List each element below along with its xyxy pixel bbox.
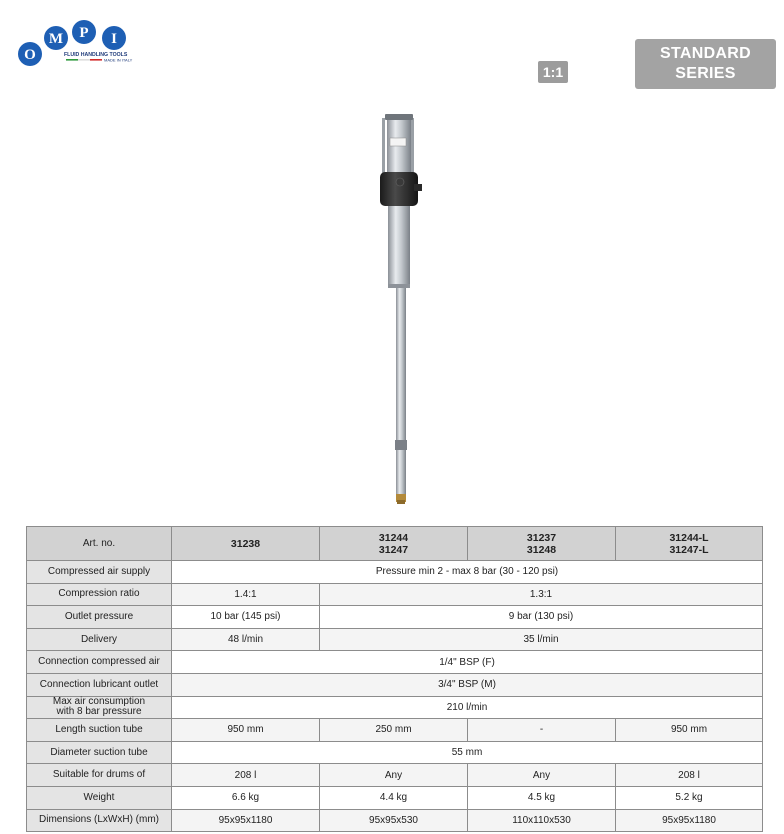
spec-row-label <box>27 764 172 787</box>
spec-row-label-text: Connection compressed air <box>38 656 160 668</box>
spec-row-label-text: Diameter suction tube <box>50 746 148 758</box>
spec-cell: 95x95x530 <box>320 809 468 832</box>
spec-row-label-text: Length suction tube <box>55 723 143 735</box>
article-column <box>172 527 320 561</box>
spec-cell: 950 mm <box>172 719 320 742</box>
logo-flag-white <box>78 59 90 61</box>
series-badge-line2: SERIES <box>675 65 736 82</box>
article-number: 31248 <box>526 543 557 556</box>
article-column <box>320 527 468 561</box>
spec-cell: Any <box>468 764 616 787</box>
logo-flag-green <box>66 59 78 61</box>
spec-cell: 6.6 kg <box>172 786 320 809</box>
logo-letter-i: I <box>111 31 117 47</box>
spec-row-label <box>27 606 172 629</box>
spec-row-label-text: Compressed air supply <box>47 565 151 577</box>
spec-cell: 95x95x1180 <box>616 809 763 832</box>
spec-row-label-text: Delivery <box>80 633 118 645</box>
spec-row-label <box>27 719 172 742</box>
pump-image <box>370 110 440 510</box>
spec-row <box>27 719 763 742</box>
spec-row-label-text: with 8 bar pressure <box>56 706 142 718</box>
ompi-logo <box>16 14 146 76</box>
logo-letter-o: O <box>24 47 36 63</box>
series-badge-line1: STANDARD <box>660 45 751 62</box>
spec-row-label-text: Weight <box>83 791 115 803</box>
spec-row <box>27 583 763 606</box>
spec-row-label <box>27 673 172 696</box>
spec-row <box>27 628 763 651</box>
spec-cell: 9 bar (130 psi) <box>320 606 763 629</box>
spec-cell: 4.4 kg <box>320 786 468 809</box>
spec-table-header <box>27 527 763 561</box>
spec-cell: 1.4:1 <box>172 583 320 606</box>
spec-row-label <box>27 786 172 809</box>
spec-row-label <box>27 696 172 719</box>
article-number: 31247 <box>378 543 409 556</box>
spec-row-label-text: Compression ratio <box>58 588 140 600</box>
spec-row <box>27 606 763 629</box>
spec-cell: 950 mm <box>616 719 763 742</box>
spec-cell: 3/4" BSP (M) <box>172 673 763 696</box>
spec-cell: 4.5 kg <box>468 786 616 809</box>
logo-flag-red <box>90 59 102 61</box>
spec-row <box>27 786 763 809</box>
spec-cell: 35 l/min <box>320 628 763 651</box>
spec-row-label-text: Suitable for drums of <box>52 769 146 781</box>
spec-cell: - <box>468 719 616 742</box>
spec-cell: 110x110x530 <box>468 809 616 832</box>
article-number: 31244 <box>378 531 409 544</box>
header-label: Art. no. <box>27 527 172 561</box>
spec-row <box>27 696 763 719</box>
logo-letter-m: M <box>48 31 64 47</box>
spec-cell: 48 l/min <box>172 628 320 651</box>
article-column <box>468 527 616 561</box>
header-row <box>27 527 763 561</box>
spec-row-label-text: Outlet pressure <box>64 610 134 622</box>
spec-row <box>27 741 763 764</box>
spec-cell: 1/4" BSP (F) <box>172 651 763 674</box>
logo-origin: MADE IN ITALY <box>104 57 133 63</box>
spec-row-label <box>27 561 172 584</box>
spec-row <box>27 561 763 584</box>
spec-row-label <box>27 651 172 674</box>
ratio-badge: 1:1 <box>538 61 568 83</box>
spec-row-label-text: Connection lubricant outlet <box>39 678 159 690</box>
article-number: 31244-L <box>669 531 709 544</box>
spec-row-label <box>27 741 172 764</box>
spec-row <box>27 673 763 696</box>
logo-letter-p: P <box>79 25 89 41</box>
article-column <box>616 527 763 561</box>
series-badge <box>635 39 776 89</box>
spec-cell: 5.2 kg <box>616 786 763 809</box>
spec-cell: 208 l <box>616 764 763 787</box>
spec-row <box>27 809 763 832</box>
spec-table <box>26 526 763 832</box>
spec-row-label-text: Max air consumption <box>52 696 146 708</box>
spec-cell: Pressure min 2 - max 8 bar (30 - 120 psi) <box>172 561 763 584</box>
spec-row-label <box>27 583 172 606</box>
spec-row-label-text: Dimensions (LxWxH) (mm) <box>39 814 159 826</box>
spec-row <box>27 651 763 674</box>
spec-cell: Any <box>320 764 468 787</box>
spec-cell: 1.3:1 <box>320 583 763 606</box>
article-number: 31247-L <box>669 543 709 556</box>
spec-row-label <box>27 628 172 651</box>
article-number: 31237 <box>526 531 557 544</box>
spec-cell: 10 bar (145 psi) <box>172 606 320 629</box>
spec-cell: 250 mm <box>320 719 468 742</box>
spec-cell: 95x95x1180 <box>172 809 320 832</box>
article-number: 31238 <box>230 537 261 550</box>
spec-cell: 210 l/min <box>172 696 763 719</box>
spec-cell: 208 l <box>172 764 320 787</box>
spec-table-body <box>27 561 763 832</box>
spec-row <box>27 764 763 787</box>
spec-cell: 55 mm <box>172 741 763 764</box>
spec-row-label <box>27 809 172 832</box>
logo-tagline: FLUID HANDLING TOOLS <box>64 52 128 58</box>
